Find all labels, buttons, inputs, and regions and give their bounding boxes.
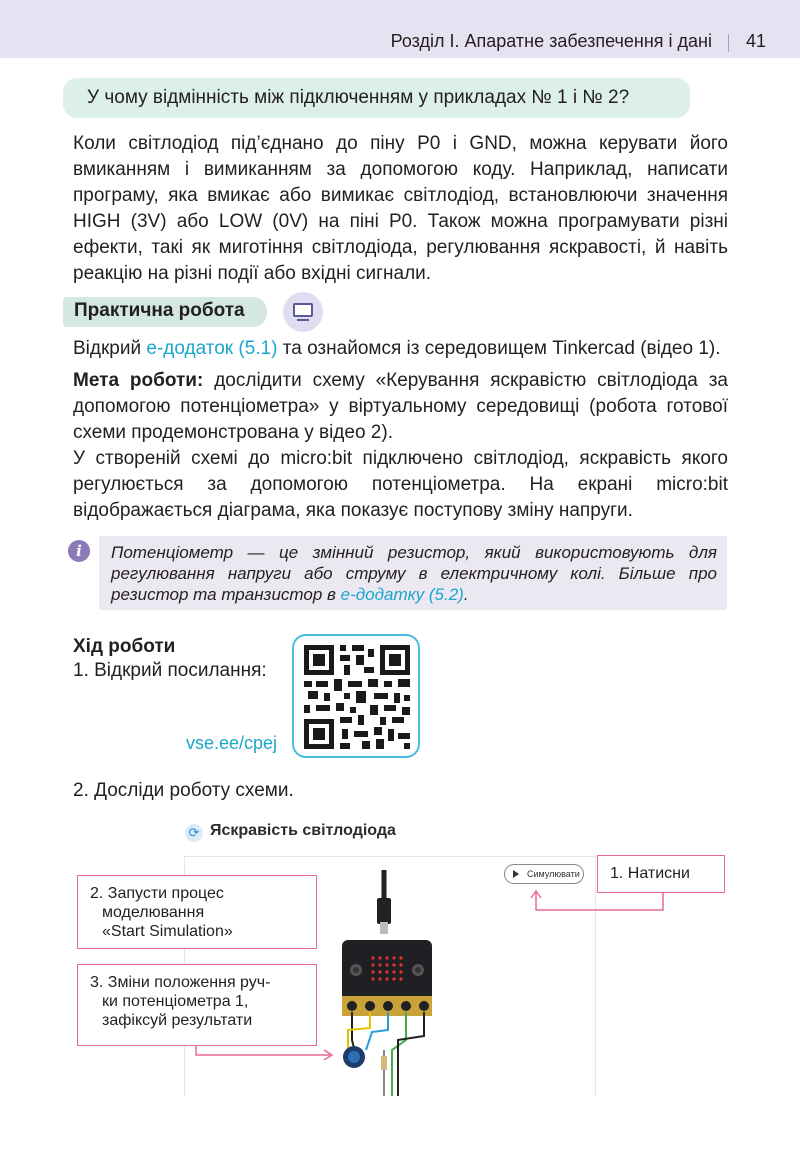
short-link[interactable]: vse.ee/cpej [186,733,278,753]
callout-change-potentiometer: 3. Зміни положення руч- ки потенціометра 1, зафіксуй результати [77,964,317,1046]
callout-start-simulation: 2. Запусти процес моделювання «Start Simulation» [77,875,317,949]
goal-paragraph: Мета роботи: дослідити схему «Керування яскравістю світлодіода за допомогою потенціометра» у віртуальному середовищі (робота готової схеми продемонстрована у відео 2). [73,370,729,443]
goal-label: Мета роботи: [73,370,204,391]
open-app-line: Відкрий е-додаток (5.1) та ознайомся із середовищем Tinkercad (відео 1). [73,338,721,359]
callout-press: 1. Натисни [597,855,725,893]
refresh-icon: ⟳ [185,824,203,842]
paragraph-led-control: Коли світлодіод під’єднано до піну P0 і GND, можна керувати його вмиканням і вимиканням за допомогою коду. Наприклад, написати програму, яка вмикає або вимикає світлодіод, встановлюючи значення HIGH (3V) або LOW (0V) на піні P0. Також можна програмувати різні ефекти, такі як миготіння світлодіода, регулювання яскравості, й навіть реакцію на різні події або вхідні сигнали. [73,133,728,284]
simulation-title: Яскравість світлодіода [210,822,396,839]
paragraph-circuit: У створеній схемі до micro:bit підключено світлодіод, яскравість якого регулюється за допомогою потенціометра. На екрані micro:bit відображається діаграма, яка показує поступову зміну напруги. [73,448,728,521]
e-app-link-5-1[interactable]: е-додаток (5.1) [146,338,278,359]
page-number: 41 [745,31,766,51]
section-title: Розділ І. Апаратне забезпечення і дані [390,31,712,51]
step-2: 2. Досліди роботу схеми. [73,780,294,801]
question-box: У чому відмінність між підключенням у прикладах № 1 і № 2? [63,78,690,118]
step-1: 1. Відкрий посилання: [73,660,267,681]
e-app-link-5-2[interactable]: е-додатку (5.2) [340,585,464,604]
note-box: Потенціометр — це змінний резистор, який використовують для регулювання напруги або струму в електричному колі. Більше про резистор та транзистор в е-додатку (5.2). [99,536,727,610]
practical-work-label: Практична робота [63,297,267,327]
info-icon: i [68,540,90,562]
simulate-button[interactable]: Симулювати [504,864,584,884]
procedure-heading: Хід роботи [73,636,176,657]
